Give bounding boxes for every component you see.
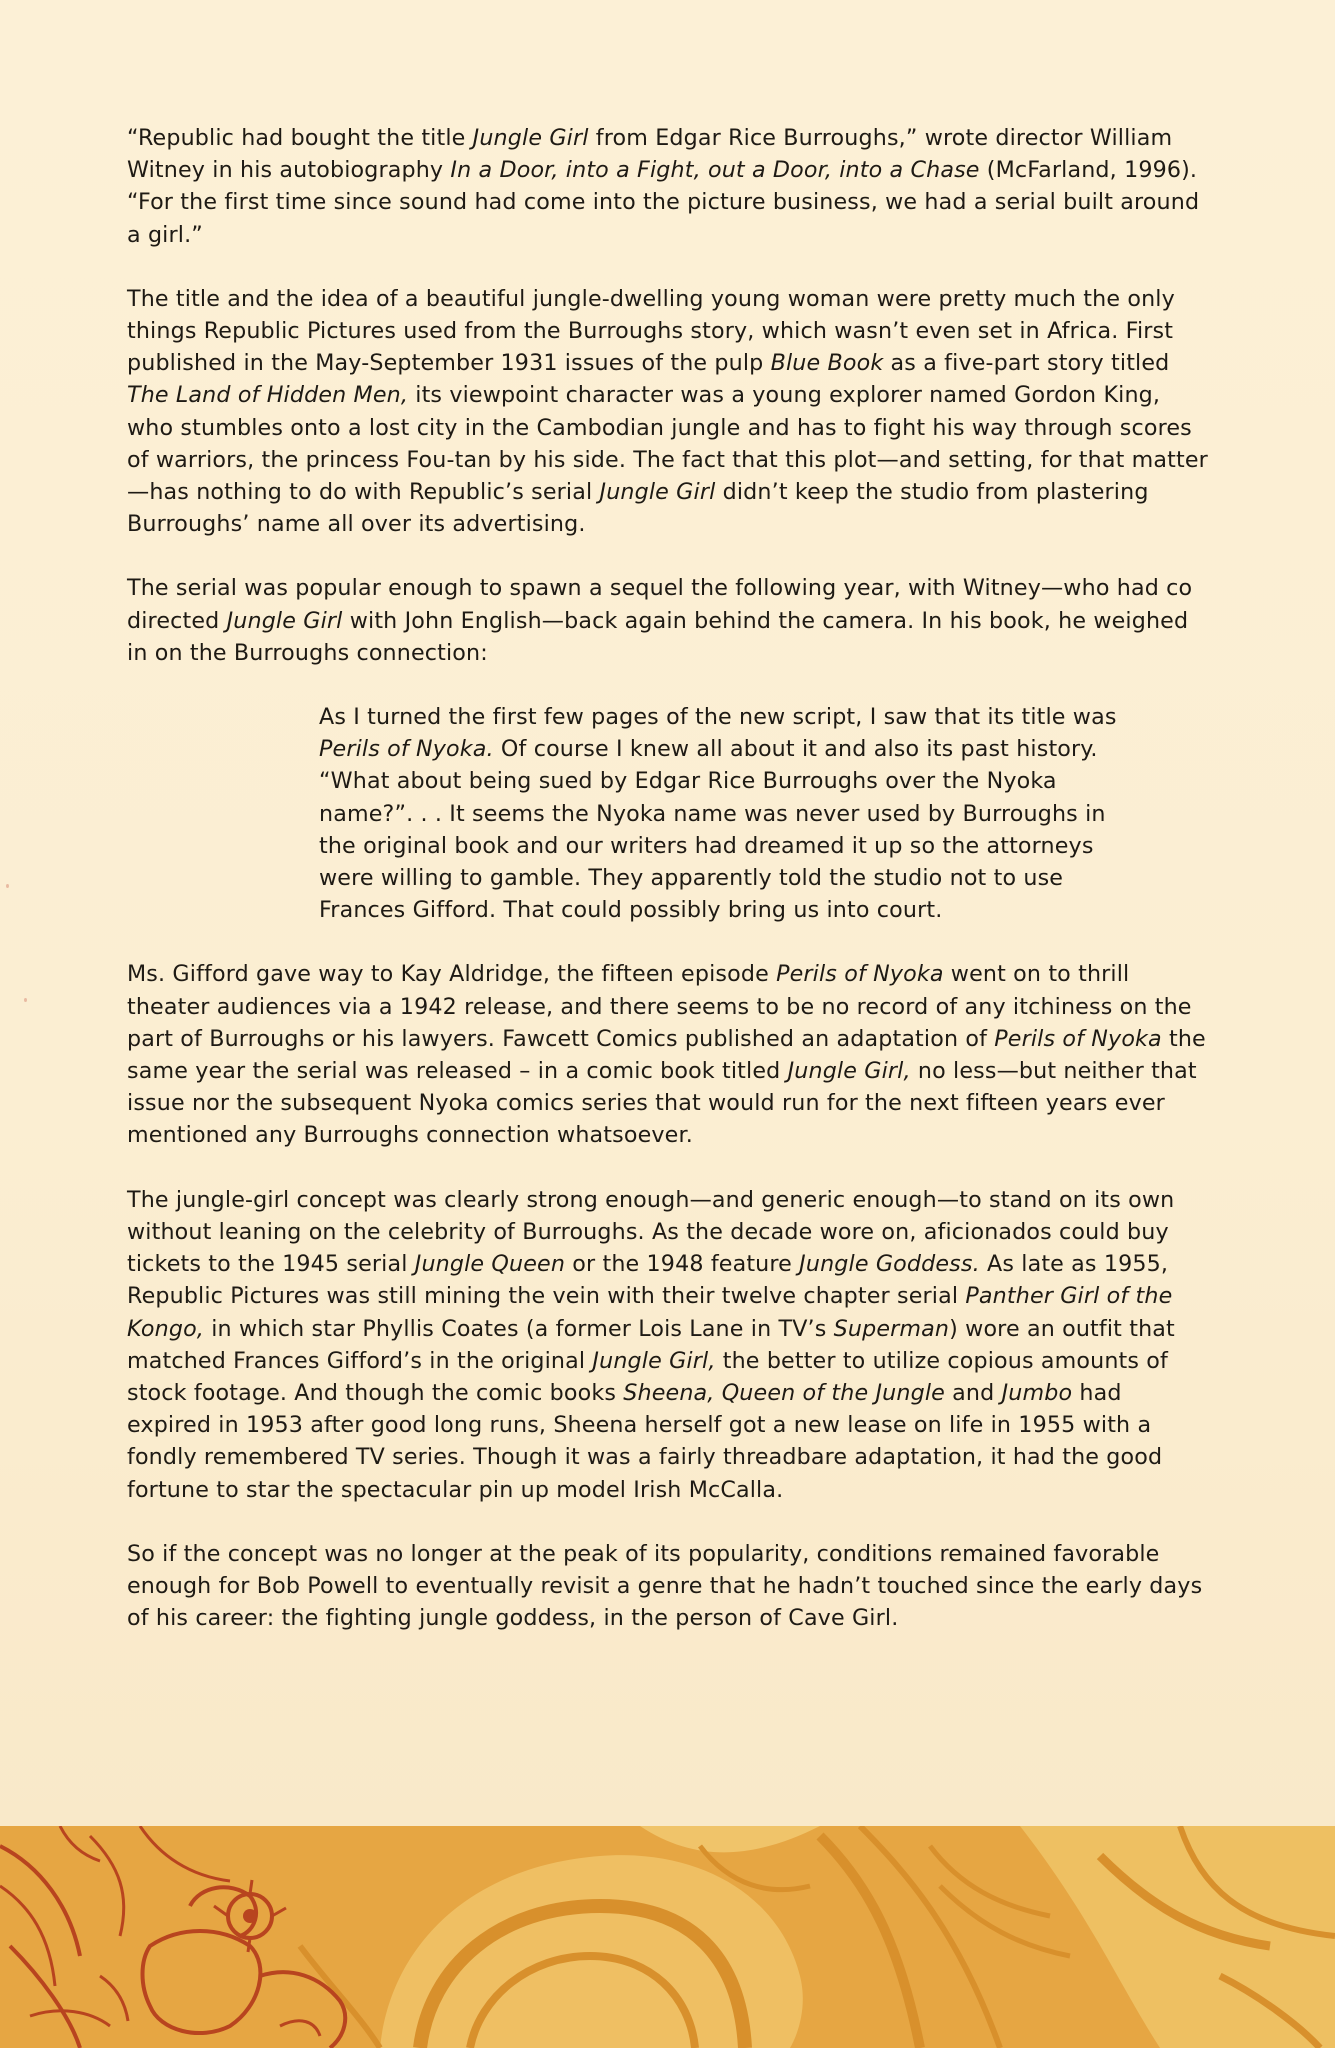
text-run: as a five-part story titled [883, 350, 1170, 377]
text-run: The title and the idea of a beautiful jungle-dwelling young woman were pretty much the only things Republic Pictures used from the Burroughs story, which wasn’t even set in Africa. First published in the May-September 1931 issues of the pulp [127, 285, 1175, 377]
paragraph-2 [127, 283, 1212, 541]
footer-jungle-illustration [0, 1826, 1335, 2048]
text-run: the same year the serial was released – in a comic book titled [127, 1025, 1206, 1085]
text-run: in which star Phyllis Coates (a former Lois Lane in TV’s [204, 1315, 834, 1342]
italic-title-run: Superman [833, 1315, 950, 1342]
italic-title-run: Jungle Goddess. [799, 1251, 980, 1278]
text-run: Ms. Gifford gave way to Kay Aldridge, the fifteen episode [127, 961, 777, 988]
text-run: Of course I knew all about it and also its past history. “What about being sued by Edgar Rice Burroughs over the Nyoka name?”. . . It seems the Nyoka name was never used by Burroughs in the original book and our writers had dreamed it up so the attorneys were willing to gamble. They apparently told the studio not to use Frances Gifford. That could possibly bring us into court. [319, 736, 1106, 924]
italic-title-run: Jungle Girl, [592, 1347, 716, 1374]
text-run: didn’t keep the studio from plastering Burroughs’ name all over its advertising. [127, 479, 1149, 538]
text-run: So if the concept was no longer at the peak of its popularity, conditions remained favorable enough for Bob Powell to eventually revisit a genre that he hadn’t touched since the early days of his career: the fighting jungle goddess, in the person of Cave Girl. [127, 1540, 1203, 1632]
paragraph-5 [127, 1184, 1212, 1506]
text-run: As I turned the first few pages of the new script, I saw that its title was [319, 704, 1117, 731]
text-run: went on to thrill theater audiences via a 1942 release, and there seems to be no record of any itchiness on the part of Burroughs or his lawyers. Fawcett Comics published an adaptation of [127, 961, 1192, 1052]
text-run: with John English—back again behind the camera. In his book, he weighed in on the Burroughs connection: [127, 607, 1189, 666]
text-run: and [944, 1379, 1002, 1406]
paragraph-1 [127, 122, 1212, 251]
italic-title-run: Jungle Girl, [787, 1058, 911, 1085]
text-run: from Edgar Rice Burroughs,” wrote director William Witney in his autobiography [127, 125, 1173, 184]
text-run: The serial was popular enough to spawn a sequel the following year, with Witney—who had co directed [127, 575, 1193, 634]
italic-title-run: Jungle Girl [599, 479, 716, 506]
italic-title-run: Jumbo [1001, 1379, 1073, 1406]
paragraph-6 [127, 1538, 1212, 1635]
italic-title-run: Perils of Nyoka. [319, 736, 494, 763]
text-run: (McFarland, 1996). “For the first time since sound had come into the picture business, we had a serial built around a girl.” [127, 157, 1200, 248]
paper-speck [6, 884, 9, 888]
jungle-illustration-art [0, 1826, 1335, 2048]
text-run: no less—but neither that issue nor the subsequent Nyoka comics series that would run for the next fifteen years ever mentioned any Burroughs connection whatsoever. [127, 1058, 1197, 1149]
italic-title-run: Panther Girl of the Kongo, [127, 1283, 1173, 1342]
italic-title-run: Jungle Queen [414, 1251, 566, 1278]
paragraph-3 [127, 572, 1212, 669]
text-run: ) wore an outfit that matched Frances Gifford’s in the original [127, 1315, 1175, 1374]
text-run: its viewpoint character was a young explorer named Gordon King, who stumbles onto a lost city in the Cambodian jungle and has to fight his way through scores of warriors, the princess Fou-tan by his side. The fact that this plot—and setting, for that matter—has nothing to do with Republic’s serial [127, 382, 1208, 506]
italic-title-run: The Land of Hidden Men, [127, 382, 409, 409]
block-quote [319, 701, 1139, 926]
text-run: The jungle-girl concept was clearly strong enough—and generic enough—to stand on its own without leaning on the celebrity of Burroughs. As the decade wore on, aficionados could buy tickets to the 1945 serial [127, 1186, 1175, 1278]
paragraph-4 [127, 958, 1212, 1151]
text-run: “Republic had bought the title [127, 125, 473, 151]
text-run: the better to utilize copious amounts of stock footage. And though the comic books [127, 1347, 1168, 1406]
article-body [127, 122, 1212, 1634]
text-run: had expired in 1953 after good long runs, Sheena herself got a new lease on life in 1955 with a fondly remembered TV series. Though it was a fairly threadbare adaptation, it had the good fortune to star the spectacular pin up model Irish McCalla. [127, 1379, 1163, 1503]
italic-title-run: Jungle Girl [226, 607, 343, 634]
text-run: or the 1948 feature [565, 1251, 800, 1278]
italic-title-run: In a Door, into a Fight, out a Door, into a Chase [450, 157, 980, 184]
italic-title-run: Blue Book [770, 350, 884, 377]
paper-speck [24, 998, 27, 1002]
italic-title-run: Jungle Girl [472, 125, 589, 151]
italic-title-run: Perils of Nyoka [994, 1025, 1162, 1052]
italic-title-run: Perils of Nyoka [776, 961, 944, 988]
italic-title-run: Sheena, Queen of the Jungle [623, 1379, 945, 1406]
text-run: As late as 1955, Republic Pictures was still mining the vein with their twelve chapter serial [127, 1251, 1169, 1310]
